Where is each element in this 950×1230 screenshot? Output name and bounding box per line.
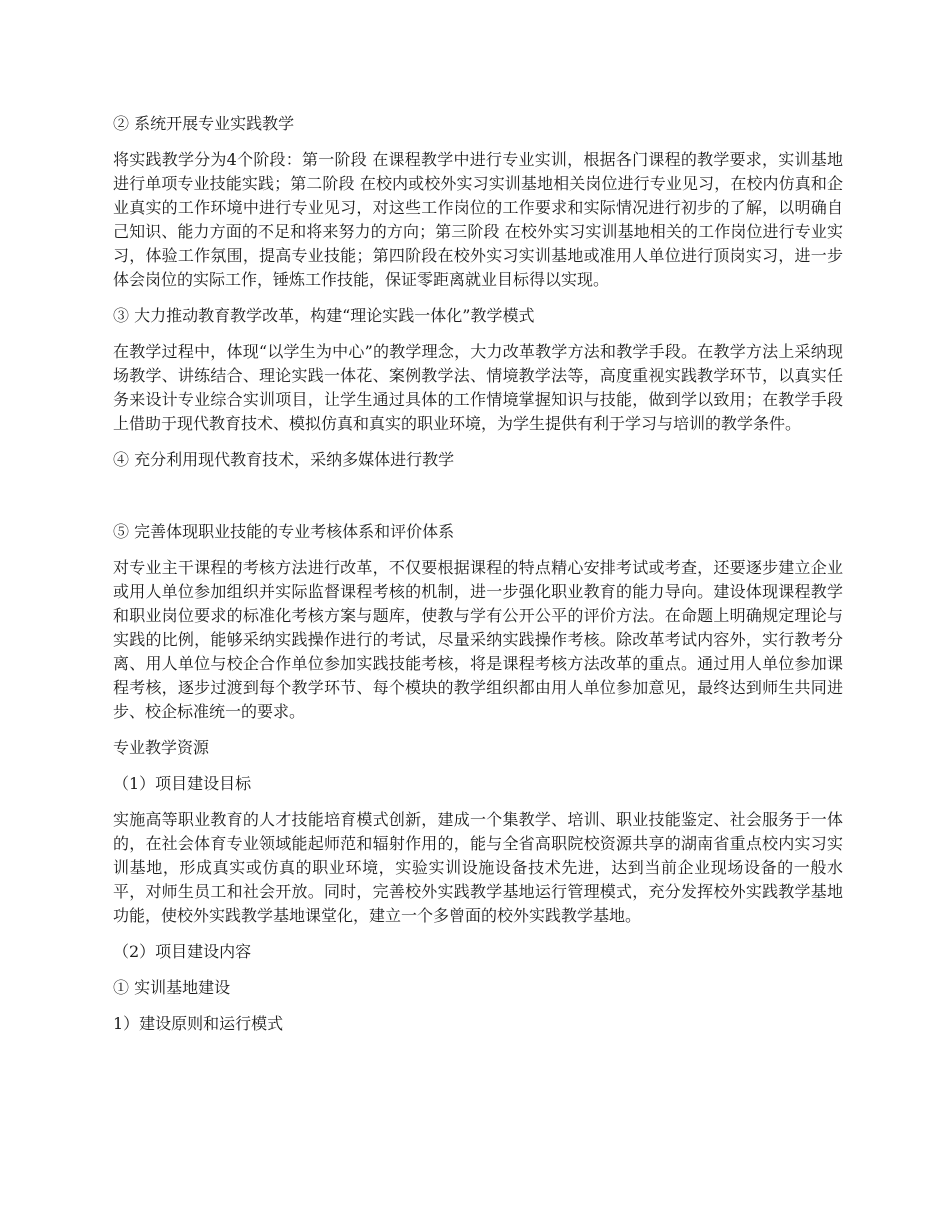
section-teaching-resources: 专业教学资源 [113,738,210,757]
heading-principles: 1）建设原则和运行模式 [113,1014,284,1033]
heading-training-base: ① 实训基地建设 [113,978,231,997]
paragraph-assessment-reform: 对专业主干课程的考核方法进行改革，不仅要根据课程的特点精心安排考试或考查，还要逐步建立企业或用人单位参加组织并实际监督课程考核的机制，进一步强化职业教育的能力导向。建设体现课程教学和职业岗位要求的标准化考核方案与题库，使教与学有公开公平的评价方法。在命题上明确规定理论与实践的比例，能够采纳实践操作进行的考试，尽量采纳实践操作考核。除改革考试内容外，实行教考分离、用人单位与校企合作单位参加实践技能考核，将是课程考核方法改革的重点。通过用人单位参加课程考核，逐步过渡到每个教学环节、每个模块的教学组织都由用人单位参加意见，最终达到师生共同进步、校企标准统一的要求。 [113,558,843,721]
heading-practice-teaching: ② 系统开展专业实践教学 [113,114,295,133]
document-page [113,112,843,1048]
heading-assessment-system: ⑤ 完善体现职业技能的专业考核体系和评价体系 [113,522,455,541]
paragraph-teaching-reform: 在教学过程中，体现“以学生为中心”的教学理念，大力改革教学方法和教学手段。在教学方法上采纳现场教学、讲练结合、理论实践一体花、案例教学法、情境教学法等，高度重视实践教学环节，以真实任务来设计专业综合实训项目，让学生通过具体的工作情境掌握知识与技能，做到学以致用；在教学手段上借助于现代教育技术、模拟仿真和真实的职业环境，为学生提供有利于学习与培训的教学条件。 [113,342,843,433]
paragraph-four-stages: 将实践教学分为4个阶段：第一阶段 在课程教学中进行专业实训，根据各门课程的教学要求，实训基地进行单项专业技能实践；第二阶段 在校内或校外实习实训基地相关岗位进行专业见习，在校内仿真和企业真实的工作环境中进行专业见习，对这些工作岗位的工作要求和实际情况进行初步的了解，以明确自己知识、能力方面的不足和将来努力的方向；第三阶段 在校外实习实训基地相关的工作岗位进行专业实习，体验工作氛围，提高专业技能；第四阶段在校外实习实训基地或准用人单位进行顶岗实习，进一步体会岗位的实际工作，锤炼工作技能，保证零距离就业目标得以实现。 [113,150,843,289]
heading-project-content: （2）项目建设内容 [113,942,252,961]
heading-teaching-reform: ③ 大力推动教育教学改革，构建“理论实践一体化”教学模式 [113,306,535,325]
paragraph-project-goal: 实施高等职业教育的人才技能培育模式创新，建成一个集教学、培训、职业技能鉴定、社会服务于一体的，在社会体育专业领域能起师范和辐射作用的，能与全省高职院校资源共享的湖南省重点校内实习实训基地，形成真实或仿真的职业环境，实验实训设施设备技术先进，达到当前企业现场设备的一般水平，对师生员工和社会开放。同时，完善校外实践教学基地运行管理模式，充分发挥校外实践教学基地功能，使校外实践教学基地课堂化，建立一个多曾面的校外实践教学基地。 [113,810,843,925]
heading-multimedia: ④ 充分利用现代教育技术，采纳多媒体进行教学 [113,450,455,469]
blank-gap [113,484,843,520]
heading-project-goal: （1）项目建设目标 [113,774,252,793]
